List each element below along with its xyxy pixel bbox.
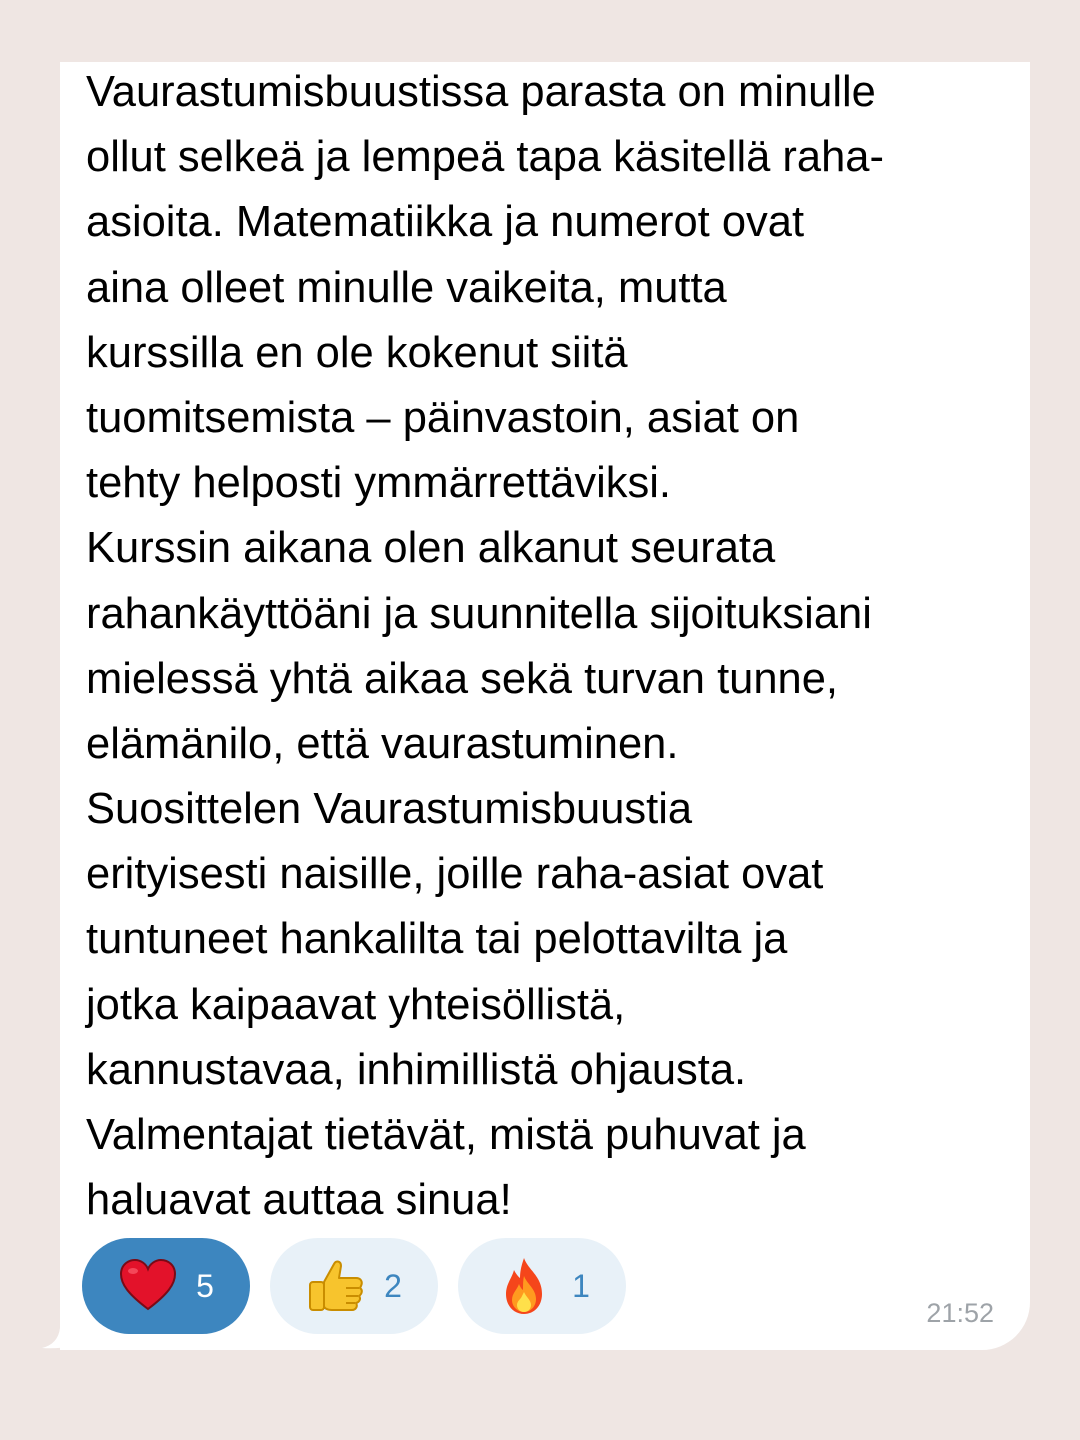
- heart-icon: [118, 1256, 178, 1316]
- reaction-thumbs-up-button[interactable]: [270, 1238, 438, 1334]
- message-line: haluavat auttaa sinua!: [86, 1176, 512, 1225]
- reaction-count: 5: [196, 1267, 214, 1304]
- message-line: jotka kaipaavat yhteisöllistä,: [86, 980, 626, 1029]
- fire-icon: [494, 1256, 554, 1316]
- message-line: Suosittelen Vaurastumisbuustia: [86, 785, 693, 834]
- message-line: Kurssin aikana olen alkanut seurata: [86, 524, 776, 573]
- thumbs-up-icon: [306, 1256, 366, 1316]
- message-line: tehty helposti ymmärrettäviksi.: [86, 459, 672, 508]
- message-timestamp: 21:52: [926, 1298, 994, 1328]
- message-line: erityisesti naisille, joille raha-asiat ovat: [86, 850, 824, 899]
- message-line: Valmentajat tietävät, mistä puhuvat ja: [86, 1111, 806, 1159]
- message-line: rahankäyttöäni ja suunnitella sijoituksiani: [86, 589, 872, 638]
- message-line: kurssilla en ole kokenut siitä: [86, 328, 628, 377]
- message-line: tuomitsemista – päinvastoin, asiat on: [86, 393, 800, 442]
- message-line: mielessä yhtä aikaa sekä turvan tunne,: [86, 654, 839, 703]
- message-line: aina olleet minulle vaikeita, mutta: [86, 263, 727, 312]
- message-line: tuntuneet hankalilta tai pelottavilta ja: [86, 915, 788, 964]
- message-line: elämänilo, että vaurastuminen.: [86, 719, 679, 768]
- message-line: asioita. Matematiikka ja numerot ovat: [86, 198, 805, 247]
- reaction-fire-button[interactable]: [458, 1238, 626, 1334]
- message-line: Vaurastumisbuustissa parasta on minulle: [86, 68, 876, 116]
- reaction-count: 1: [572, 1267, 590, 1304]
- reactions-bar: [82, 1238, 626, 1334]
- message-line: kannustavaa, inhimillistä ohjausta.: [86, 1045, 747, 1094]
- reaction-heart-button[interactable]: [82, 1238, 250, 1334]
- message-text: [86, 60, 1006, 1233]
- message-line: ollut selkeä ja lempeä tapa käsitellä raha-: [86, 133, 884, 182]
- reaction-count: 2: [384, 1267, 402, 1304]
